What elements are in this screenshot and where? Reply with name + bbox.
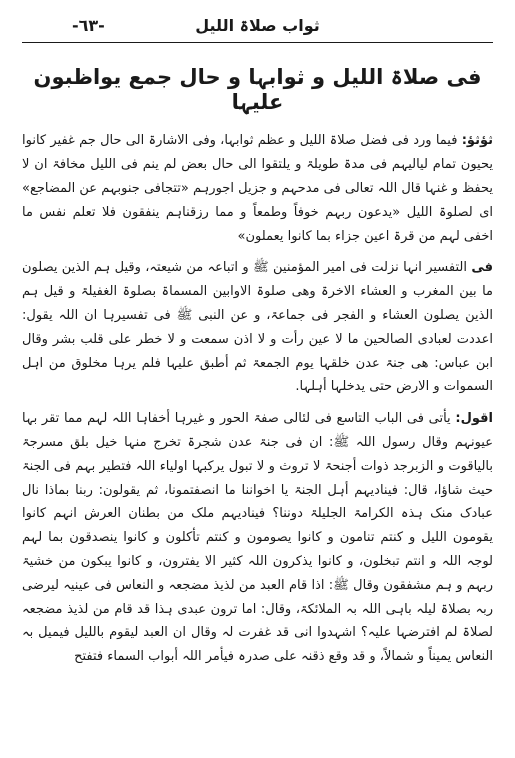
paragraph-text: التفسیر انہا نزلت فی امیر المؤمنین ﷺ و اتباعہ من شیعتہ، وقیل ہم الذین یصلون ما بین المغرب و العشاء الاخرۃ وھی صلوۃ الاوابین المسماۃ بصلوۃ الغفیلۃ و قیل ہم الذین یصلون العشاء و الفجر فی جماعۃ، و عن النبی ﷺ فی تفسیرہا ان اللہ یقول: اعددت لعبادی الصالحین ما لا عین رأت و لا اذن سمعت و لا خطر علی قلب بشر وقال ابن عباس: ھی جنۃ عدن خلقہا یوم الجمعۃ ثم أطبق علیہا فلم یرہا مخلوق من اہل السموات و الارض حتی یدخلہا أہلہا. [22, 260, 493, 395]
running-title: ثواب صلاۃ اللیل [195, 16, 320, 35]
chapter-heading: فی صلاۃ اللیل و ثوابہا و حال جمع یواظبون علیہا [33, 65, 482, 115]
paragraph-text: فیما ورد فی فضل صلاۃ اللیل و عظم ثوابہا، وفی الاشارۃ الی حال جم غفیر کانوا یحیون تمام لیالیہم فی مدۃ طویلۃ و یلتقوا الی حال بعض لم ینم فی اللیل مخافۃ ان لا یحفظ و غنہا قال اللہ تعالی فی مدحہم و جزیل اجورہم «تتجافی جنوبہم عن المضاجع» ای لصلوۃ اللیل «یدعون ربہم خوفاً وطمعاً و مما رزقناہم ینفقون فلا تعلم نفس ما اخفی لہم من قرۃ اعین جزاء بما کانوا یعملون» [22, 133, 493, 244]
paragraph [22, 129, 493, 248]
body-text [22, 129, 493, 669]
page-number: -٦٣- [72, 16, 105, 35]
paragraph-lead-word: ثؤثؤ: [461, 133, 493, 149]
paragraph [22, 407, 493, 669]
page-header [22, 10, 493, 40]
paragraph-lead-word: فی [471, 260, 493, 276]
paragraph-lead-word: اقول: [455, 411, 493, 427]
paragraph [22, 256, 493, 399]
header-rule [22, 42, 493, 43]
paragraph-text: یأتی فی الباب التاسع فی لئالی صفۃ الحور و غیرہا أخفاہا اللہ لہم مما تقر بہا عیونہم وقال رسول اللہ ﷺ: ان فی جنۃ عدن شجرۃ تخرج منہا خیل بلق مسرجۃ بالیاقوت و الزبرجد ذوات أجنحۃ لا تروث و لا تبول یرکبہا اولیاء اللہ فتطیر بہم فی الجنۃ حیث شاؤا، قال: فینادیہم أہل الجنۃ یا اخواننا ما انصفتمونا، ثم یقولون: ربنا بماذا نال عبادک منک ہذہ الکرامۃ الجلیلۃ دوننا؟ فینادیہم ملک من بطنان العرش انہم کانوا یقومون اللیل و کنتم تنامون و کانوا یصومون و کنتم تأکلون و کانوا ینصدقون بما لہم لوجہ اللہ و انتم تبخلون، و کانوا یذکرون اللہ کثیر الا یفترون، و کانوا یبکون من خشیۃ ربہم و ہم مشفقون وقال ﷺ: اذا قام العبد من لذیذ مضجعہ و النعاس فی عینیہ لیرضی ربہ بصلاۃ لیلہ باہی اللہ بہ الملائکۃ، وقال: اما ترون عبدی ہذا قد قام من لذیذ مضجعہ لصلاۃ لم افترضہا علیہ؟ اشہدوا انی قد غفرت لہ وقال ان العبد لیقوم باللیل فیمیل بہ النعاس یمیناً و شمالاً، و قد وقع ذقنہ علی صدرہ فیأمر اللہ أبواب السماء فتفتح [22, 411, 493, 665]
